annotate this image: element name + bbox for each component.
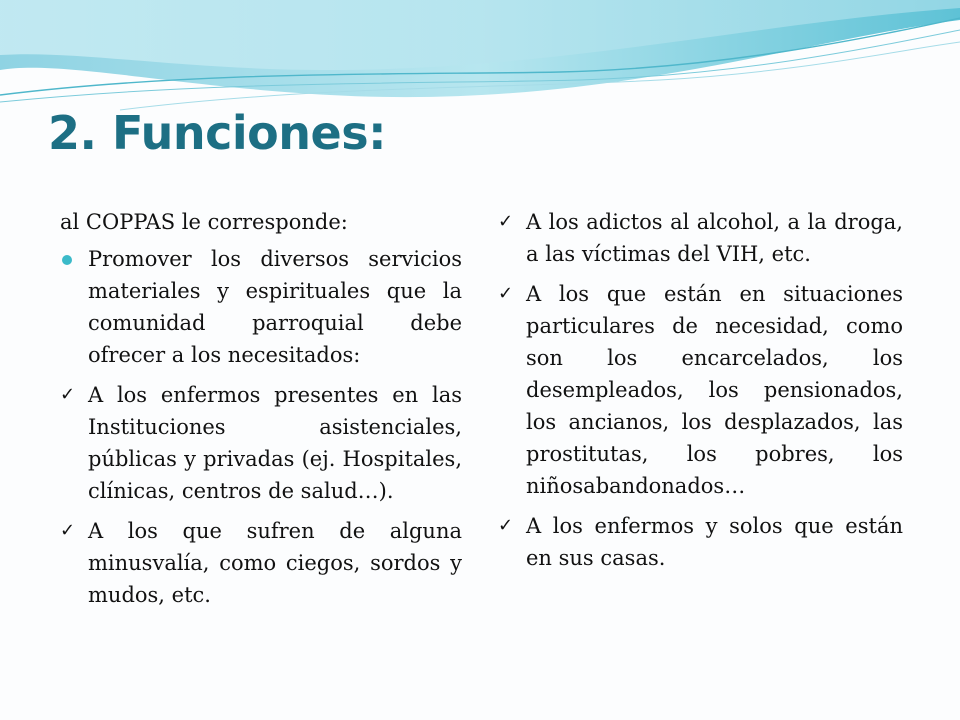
list-item [498,206,903,270]
intro-text: al COPPAS le corresponde: [60,210,348,234]
list-item-text: A los adictos al alcohol, a la droga, a las víctimas del VIH, etc. [526,210,903,266]
right-column [498,206,903,582]
list-item [60,379,462,507]
check-icon: ✓ [498,211,514,232]
list-item-text: A los que sufren de alguna minusvalía, como ciegos, sordos y mudos, etc. [88,519,462,607]
round-bullet-icon [62,255,72,265]
list-item [498,278,903,502]
list-item-text: A los enfermos y solos que están en sus casas. [526,514,903,570]
list-item-text: Promover los diversos servicios materiales y espirituales que la comunidad parroquial debe ofrecer a los necesitados: [88,247,462,367]
check-icon: ✓ [498,515,514,536]
check-icon: ✓ [60,384,76,405]
list-item [60,243,462,371]
list-item [498,510,903,574]
list-item-text: A los que están en situaciones particulares de necesidad, como son los encarcelados, los desempleados, los pensionados, los ancianos, los desplazados, las prostitutas, los pobres, los niñosabandonados… [526,282,903,498]
list-item [60,515,462,611]
left-column [60,206,462,619]
slide-title: 2. Funciones: [48,106,386,160]
check-icon: ✓ [498,283,514,304]
check-icon: ✓ [60,520,76,541]
list-item-text: A los enfermos presentes en las Instituciones asistenciales, públicas y privadas (ej. Hospitales, clínicas, centros de salud…). [88,383,462,503]
